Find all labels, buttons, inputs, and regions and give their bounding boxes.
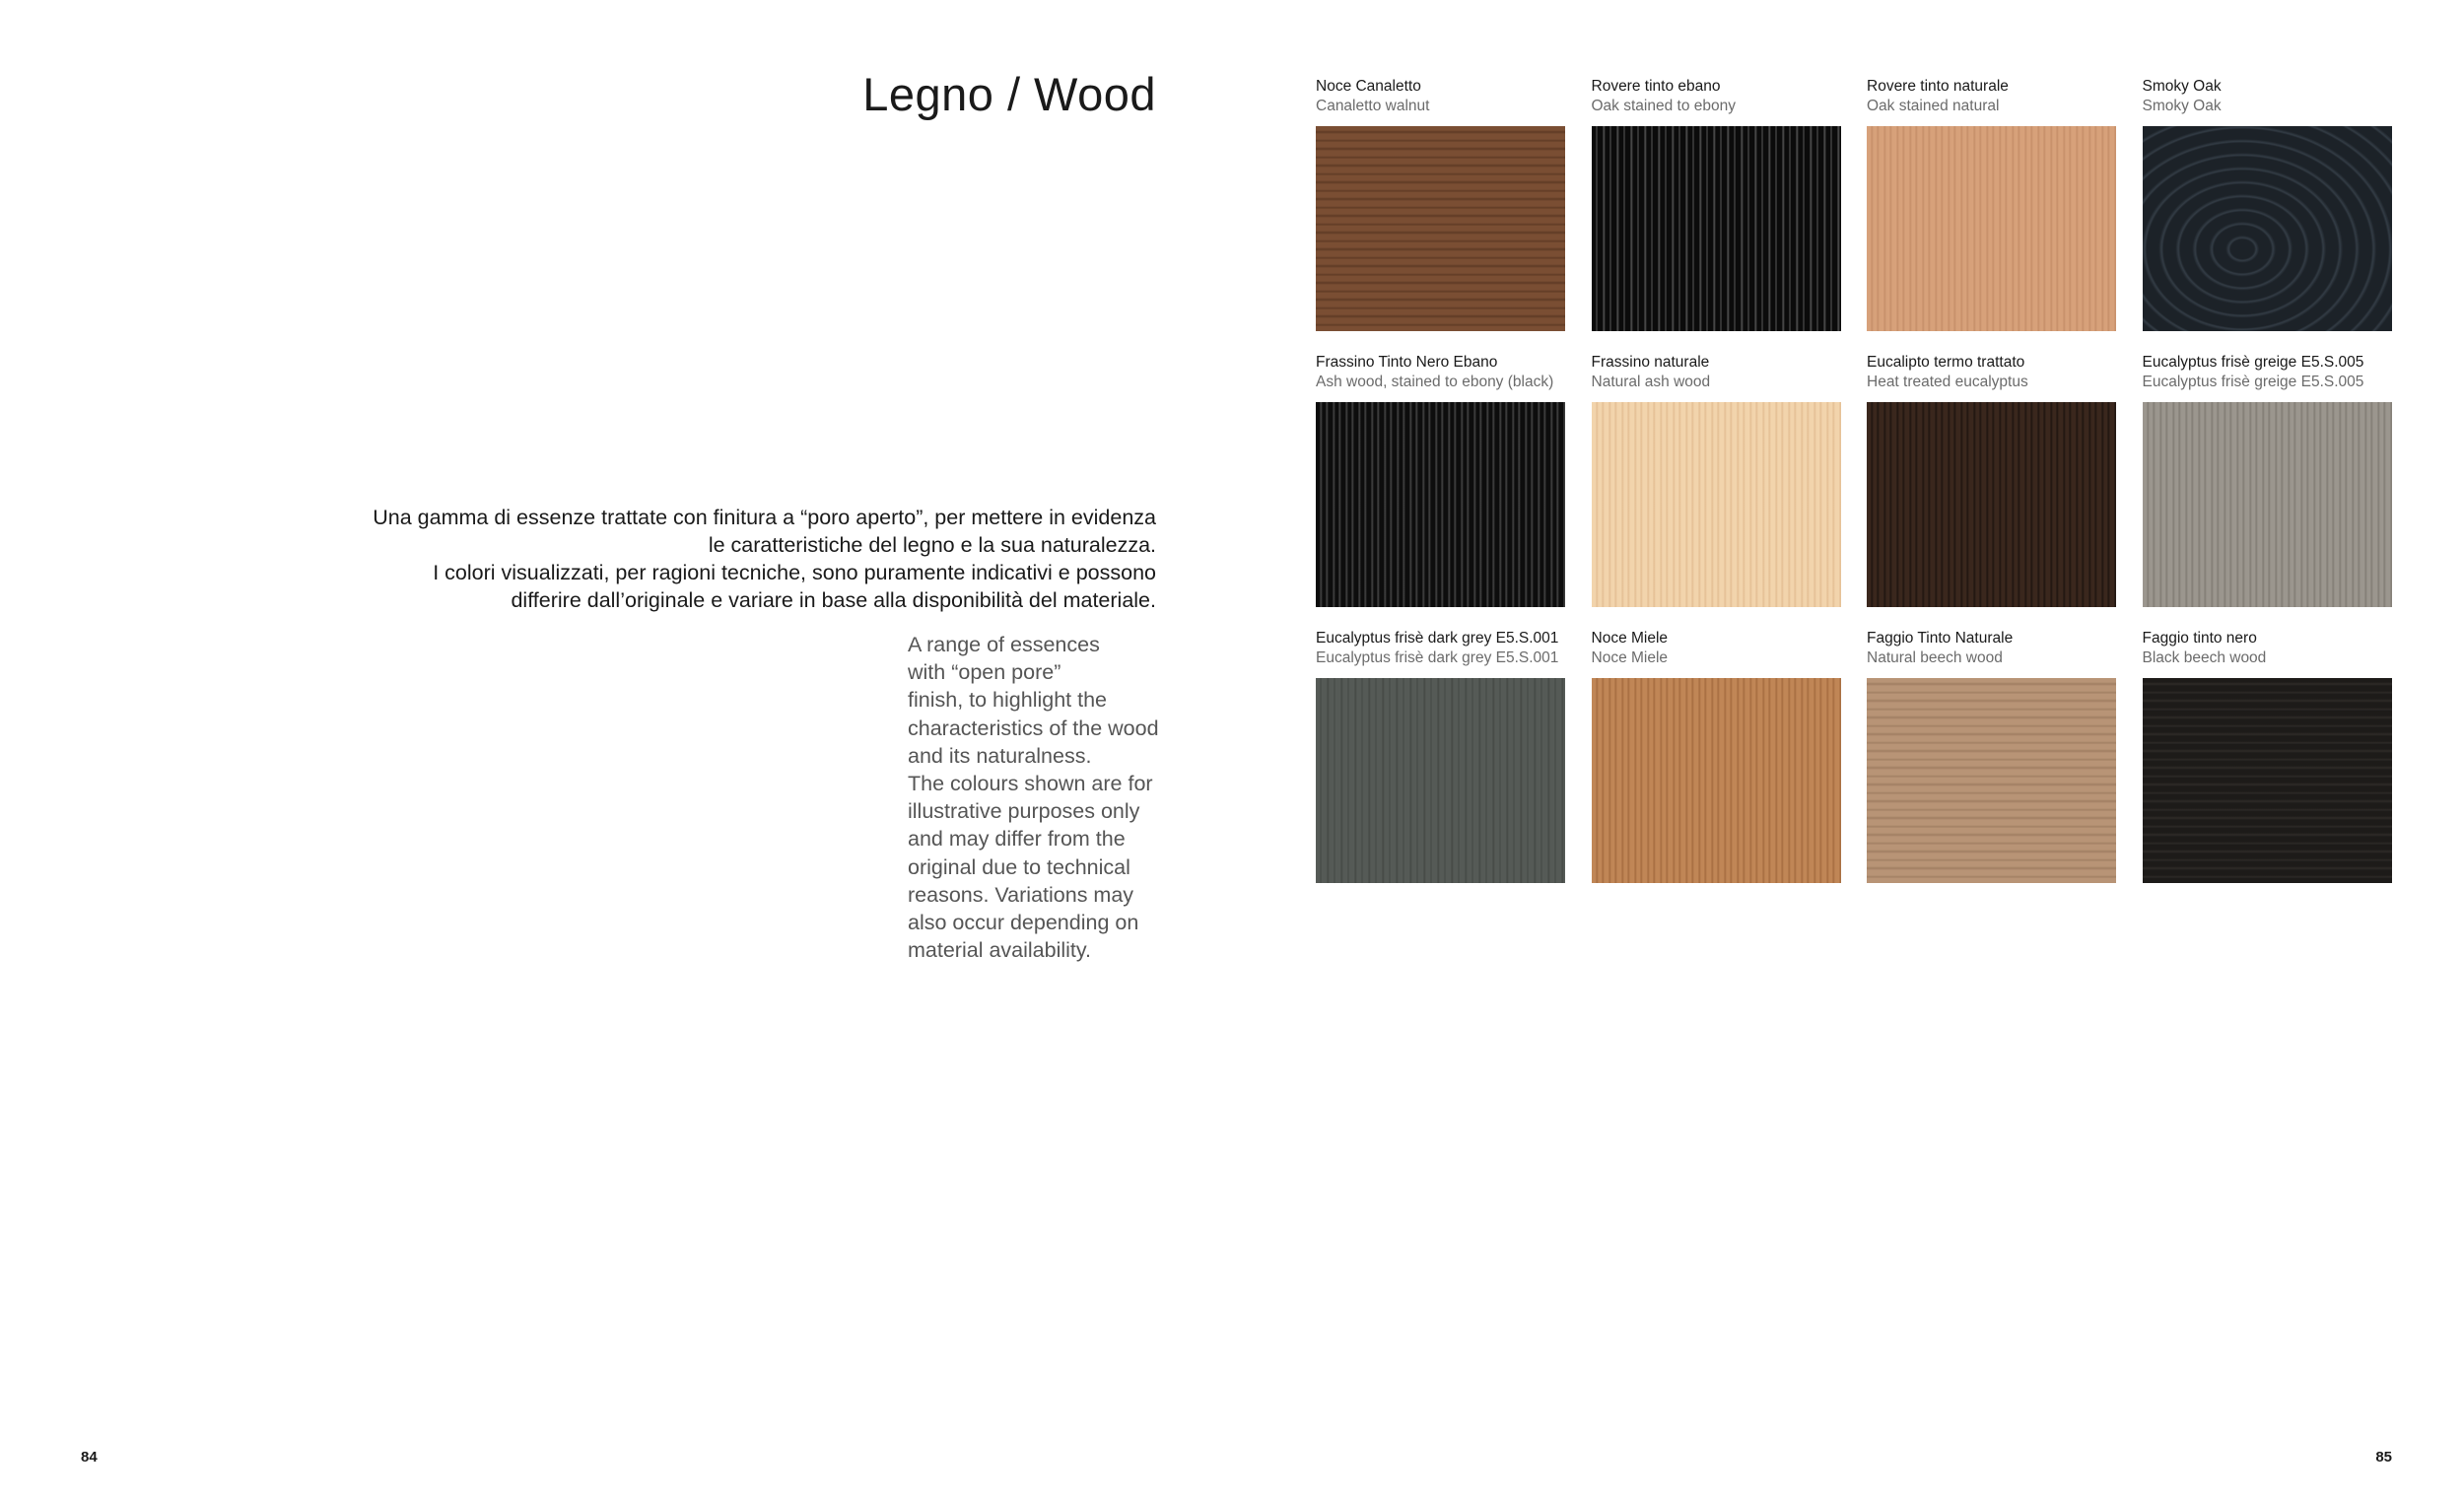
wood-swatch-card <box>2143 77 2392 331</box>
wood-swatch-card <box>1316 353 1565 607</box>
swatch-subtitle: Eucalyptus frisè dark grey E5.S.001 <box>1316 649 1559 666</box>
intro-italian-line: I colori visualizzati, per ragioni tecniche, sono puramente indicativi e possono <box>433 561 1156 584</box>
wood-swatch-card <box>2143 629 2392 883</box>
swatch-name: Faggio tinto nero <box>2142 630 2257 647</box>
swatch-subtitle: Oak stained to ebony <box>1591 98 1736 114</box>
swatch-name: Rovere tinto ebano <box>1591 78 1721 95</box>
intro-italian-line: le caratteristiche del legno e la sua naturalezza. <box>708 533 1156 557</box>
intro-italian-line: differire dall’originale e variare in base alla disponibilità del materiale. <box>511 588 1156 612</box>
swatch-name: Rovere tinto naturale <box>1867 78 2009 95</box>
wood-swatch-card <box>1592 629 1841 883</box>
swatch-name: Noce Canaletto <box>1316 78 1421 95</box>
intro-text-english: A range of essences with “open pore” finish, to highlight the characteristics of the wood and its naturalness. The colours shown are for illustrative purposes only and may differ from the original due to technical reasons. Variations may also occur depending on material availability. <box>908 633 1159 963</box>
swatch-subtitle: Natural beech wood <box>1867 649 2003 666</box>
wood-swatch-card <box>1867 77 2116 331</box>
swatch-name: Eucalyptus frisè dark grey E5.S.001 <box>1316 630 1559 647</box>
swatch-name: Noce Miele <box>1591 630 1669 647</box>
wood-texture-swatch <box>1592 126 1841 331</box>
swatch-name: Smoky Oak <box>2142 78 2222 95</box>
page-number-right: 85 <box>2375 1449 2392 1466</box>
wood-texture-swatch <box>2143 402 2392 607</box>
wood-texture-swatch <box>1867 126 2116 331</box>
wood-swatch-card <box>1592 353 1841 607</box>
intro-text-italian <box>289 504 1156 614</box>
swatch-name: Eucalyptus frisè greige E5.S.005 <box>2142 354 2364 371</box>
swatch-subtitle: Canaletto walnut <box>1316 98 1430 114</box>
wood-texture-swatch <box>1316 402 1565 607</box>
swatch-name: Faggio Tinto Naturale <box>1867 630 2014 647</box>
swatch-name: Eucalipto termo trattato <box>1867 354 2025 371</box>
wood-texture-swatch <box>1592 402 1841 607</box>
wood-swatch-card <box>2143 353 2392 607</box>
swatch-subtitle: Noce Miele <box>1591 649 1669 666</box>
page-title: Legno / Wood <box>862 68 1156 120</box>
swatch-subtitle: Black beech wood <box>2142 649 2267 666</box>
wood-texture-swatch <box>2143 678 2392 883</box>
wood-texture-swatch <box>1867 402 2116 607</box>
swatch-subtitle: Heat treated eucalyptus <box>1867 374 2028 390</box>
page-number-left: 84 <box>81 1449 98 1466</box>
wood-texture-swatch <box>2143 126 2392 331</box>
wood-texture-swatch <box>1867 678 2116 883</box>
wood-swatch-card <box>1867 629 2116 883</box>
wood-swatch-card <box>1592 77 1841 331</box>
wood-swatch-grid <box>1316 77 2390 883</box>
wood-swatch-card <box>1316 77 1565 331</box>
swatch-subtitle: Ash wood, stained to ebony (black) <box>1316 374 1554 390</box>
wood-texture-swatch <box>1316 678 1565 883</box>
swatch-name: Frassino Tinto Nero Ebano <box>1316 354 1498 371</box>
intro-italian-line: Una gamma di essenze trattate con finitura a “poro aperto”, per mettere in evidenza <box>373 506 1156 529</box>
wood-texture-swatch <box>1592 678 1841 883</box>
wood-texture-swatch <box>1316 126 1565 331</box>
swatch-subtitle: Smoky Oak <box>2142 98 2222 114</box>
swatch-subtitle: Natural ash wood <box>1591 374 1711 390</box>
wood-swatch-card <box>1316 629 1565 883</box>
swatch-name: Frassino naturale <box>1591 354 1710 371</box>
swatch-subtitle: Eucalyptus frisè greige E5.S.005 <box>2142 374 2364 390</box>
swatch-subtitle: Oak stained natural <box>1867 98 2000 114</box>
wood-swatch-card <box>1867 353 2116 607</box>
